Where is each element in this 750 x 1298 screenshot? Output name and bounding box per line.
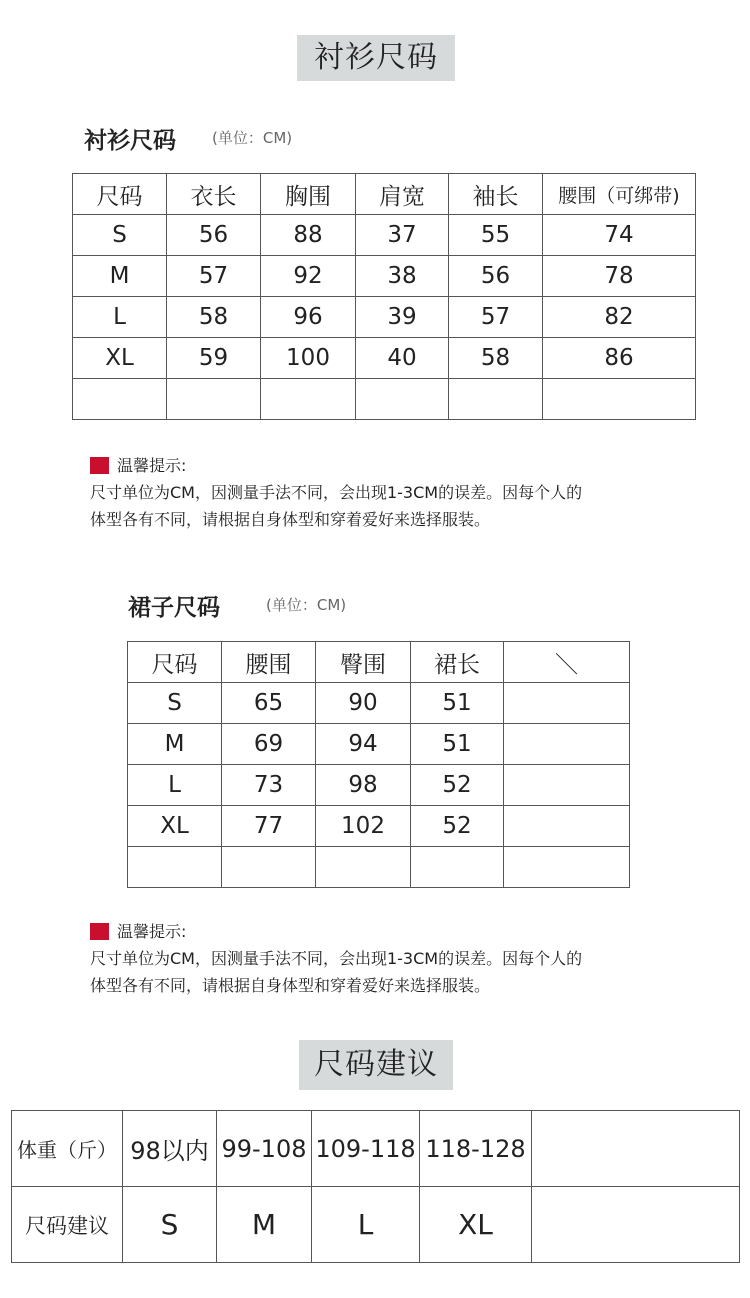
empty-cell (167, 379, 261, 420)
size-row (12, 1187, 740, 1263)
empty-cell (504, 683, 630, 724)
table-cell: 102 (316, 806, 411, 847)
size-cell: M (128, 724, 222, 765)
tip-line: 尺寸单位为CM，因测量手法不同，会出现1-3CM的误差。因每个人的 (90, 483, 583, 502)
shirt-unit-label: (单位：CM) (212, 129, 293, 147)
table-cell: 96 (261, 297, 356, 338)
table-cell: 88 (261, 215, 356, 256)
table-cell: 58 (449, 338, 543, 379)
table-cell: 57 (167, 256, 261, 297)
weight-cell: 109-118 (312, 1111, 420, 1187)
table-row (73, 297, 696, 338)
table-cell: 52 (411, 806, 504, 847)
table-cell: 78 (543, 256, 696, 297)
tip-label: 温馨提示: (117, 456, 187, 475)
table-cell: 56 (449, 256, 543, 297)
tip-line: 尺寸单位为CM，因测量手法不同，会出现1-3CM的误差。因每个人的 (90, 949, 583, 968)
empty-cell (543, 379, 696, 420)
red-square-icon (90, 923, 109, 940)
header-cell: 尺码 (128, 642, 222, 683)
shirt-size-table (72, 173, 696, 420)
table-cell: 59 (167, 338, 261, 379)
table-cell: 69 (222, 724, 316, 765)
table-cell: 92 (261, 256, 356, 297)
empty-cell (504, 847, 630, 888)
empty-cell (128, 847, 222, 888)
table-row (128, 806, 630, 847)
size-cell: XL (128, 806, 222, 847)
empty-row (73, 379, 696, 420)
skirt-unit-label: (单位：CM) (266, 596, 347, 614)
empty-cell (504, 806, 630, 847)
tip-label: 温馨提示: (117, 922, 187, 941)
shirt-tip (90, 452, 582, 533)
table-cell: 56 (167, 215, 261, 256)
empty-cell (411, 847, 504, 888)
table-row (73, 215, 696, 256)
size-cell: S (128, 683, 222, 724)
table-cell: 57 (449, 297, 543, 338)
size-cell: S (123, 1187, 217, 1263)
size-cell: XL (420, 1187, 532, 1263)
empty-cell (449, 379, 543, 420)
size-cell: L (128, 765, 222, 806)
tip-line: 体型各有不同，请根据自身体型和穿着爱好来选择服装。 (90, 976, 491, 995)
table-cell: 74 (543, 215, 696, 256)
header-cell: 肩宽 (356, 174, 449, 215)
skirt-tip (90, 918, 582, 999)
header-cell: 尺码 (73, 174, 167, 215)
weight-cell: 118-128 (420, 1111, 532, 1187)
size-advice-label: 尺码建议 (12, 1187, 123, 1263)
empty-row (128, 847, 630, 888)
size-advice-banner: 尺码建议 (299, 1040, 453, 1090)
table-cell: 73 (222, 765, 316, 806)
header-cell: 衣长 (167, 174, 261, 215)
table-cell: 37 (356, 215, 449, 256)
table-cell: 55 (449, 215, 543, 256)
weight-cell: 98以内 (123, 1111, 217, 1187)
header-cell: 腰围 (222, 642, 316, 683)
table-row (128, 683, 630, 724)
table-cell: 65 (222, 683, 316, 724)
size-cell: L (312, 1187, 420, 1263)
table-cell: 82 (543, 297, 696, 338)
red-square-icon (90, 457, 109, 474)
weight-label: 体重（斤） (12, 1111, 123, 1187)
empty-cell (73, 379, 167, 420)
size-cell: M (217, 1187, 312, 1263)
shirt-section-title: 衬衫尺码 (84, 128, 176, 154)
empty-cell (504, 765, 630, 806)
table-cell: 86 (543, 338, 696, 379)
table-header-row (128, 642, 630, 683)
header-cell: 胸围 (261, 174, 356, 215)
header-cell: 袖长 (449, 174, 543, 215)
header-cell: 臀围 (316, 642, 411, 683)
empty-cell (504, 724, 630, 765)
diagonal-mark: ＼ (504, 642, 630, 683)
table-cell: 98 (316, 765, 411, 806)
weight-cell: 99-108 (217, 1111, 312, 1187)
skirt-size-table (127, 641, 630, 888)
tip-line: 体型各有不同，请根据自身体型和穿着爱好来选择服装。 (90, 510, 491, 529)
table-cell: 58 (167, 297, 261, 338)
table-row (73, 338, 696, 379)
skirt-section-title: 裙子尺码 (128, 595, 220, 621)
empty-cell (532, 1187, 740, 1263)
size-cell: S (73, 215, 167, 256)
empty-cell (316, 847, 411, 888)
empty-cell (261, 379, 356, 420)
empty-cell (356, 379, 449, 420)
size-cell: M (73, 256, 167, 297)
table-row (128, 724, 630, 765)
table-cell: 94 (316, 724, 411, 765)
shirt-size-banner: 衬衫尺码 (297, 35, 455, 81)
weight-row (12, 1111, 740, 1187)
table-cell: 51 (411, 724, 504, 765)
size-advice-table (11, 1110, 740, 1263)
empty-cell (222, 847, 316, 888)
table-row (128, 765, 630, 806)
size-cell: L (73, 297, 167, 338)
table-cell: 90 (316, 683, 411, 724)
empty-cell (532, 1111, 740, 1187)
table-cell: 40 (356, 338, 449, 379)
header-cell: 裙长 (411, 642, 504, 683)
size-cell: XL (73, 338, 167, 379)
header-cell: 腰围（可绑带) (543, 174, 696, 215)
table-header-row (73, 174, 696, 215)
table-row (73, 256, 696, 297)
table-cell: 38 (356, 256, 449, 297)
table-cell: 39 (356, 297, 449, 338)
table-cell: 100 (261, 338, 356, 379)
table-cell: 52 (411, 765, 504, 806)
table-cell: 51 (411, 683, 504, 724)
table-cell: 77 (222, 806, 316, 847)
